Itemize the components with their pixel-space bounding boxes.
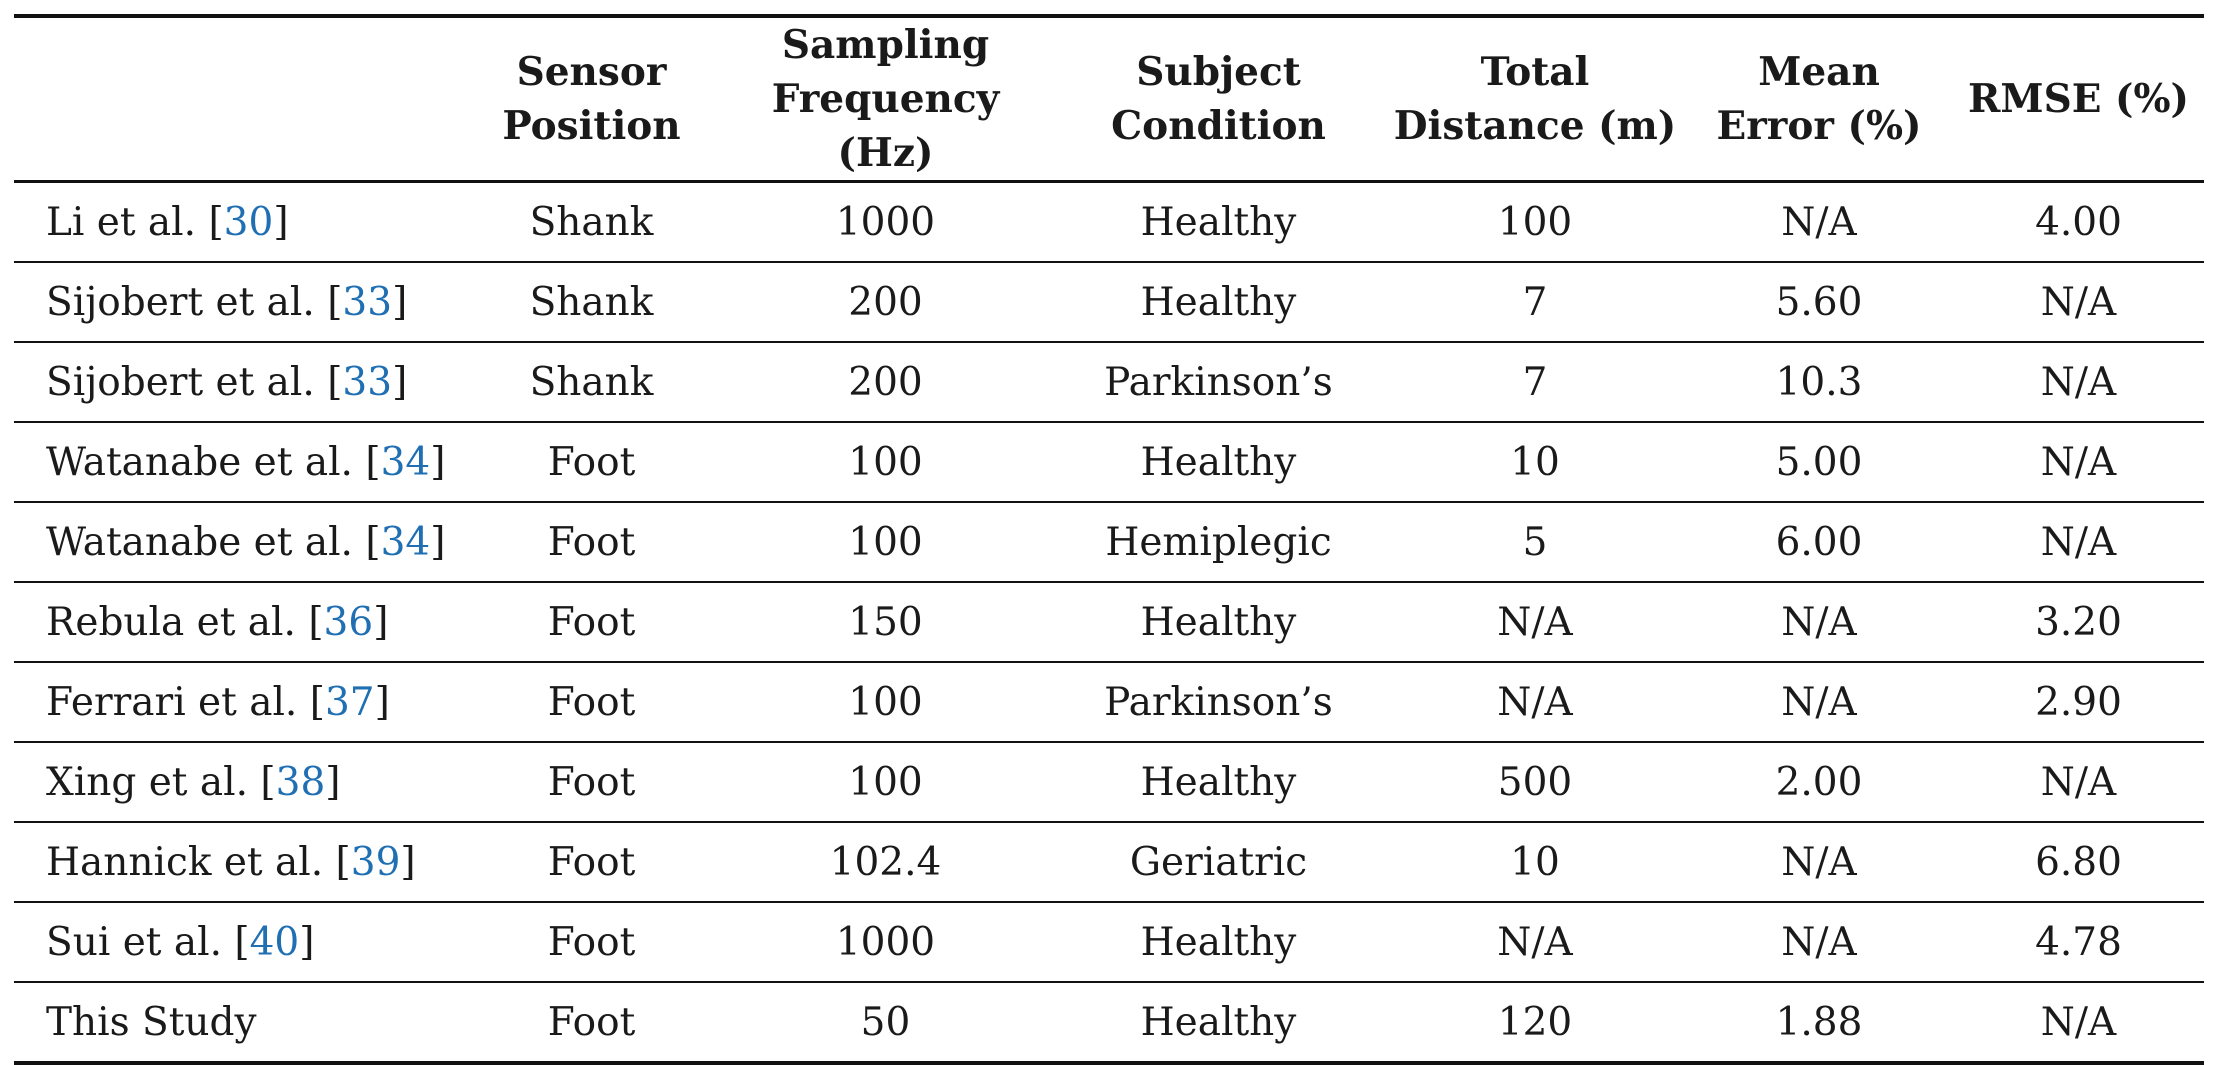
study-cell: Rebula et al. [36]	[46, 599, 389, 645]
study-cell: Sijobert et al. [33]	[46, 359, 408, 405]
mean-error-cell: 2.00	[1775, 759, 1863, 805]
sensor-position-cell: Foot	[547, 919, 636, 965]
mean-error-cell: N/A	[1781, 839, 1857, 885]
study-name: Hannick et al.	[46, 839, 324, 885]
subject-condition-cell: Healthy	[1140, 199, 1297, 245]
sampling-frequency-cell: 100	[848, 679, 923, 725]
header-line: Frequency (Hz)	[771, 76, 1000, 176]
mean-error-cell: 1.88	[1775, 999, 1863, 1045]
sensor-position-cell: Shank	[529, 279, 654, 325]
study-name: Watanabe et al.	[46, 439, 353, 485]
citation-link[interactable]: 30	[223, 199, 274, 245]
subject-condition-cell: Healthy	[1140, 999, 1297, 1045]
rmse-cell: 6.80	[2035, 839, 2122, 885]
subject-condition-cell: Parkinson’s	[1104, 359, 1333, 405]
subject-condition-cell: Hemiplegic	[1105, 519, 1332, 565]
total-distance-cell: 10	[1510, 439, 1560, 485]
sensor-position-cell: Foot	[547, 839, 636, 885]
rmse-cell: 4.78	[2035, 919, 2122, 965]
study-cell: Li et al. [30]	[46, 199, 289, 245]
header-line: Sensor	[516, 49, 667, 95]
total-distance-cell: 120	[1497, 999, 1573, 1045]
citation-link[interactable]: 39	[350, 839, 401, 885]
sensor-position-cell: Foot	[547, 439, 636, 485]
header-line: Condition	[1111, 103, 1326, 149]
sensor-position-cell: Foot	[547, 759, 636, 805]
table-row	[14, 982, 2204, 1063]
subject-condition-cell: Healthy	[1140, 439, 1297, 485]
study-cell: Watanabe et al. [34]	[46, 439, 446, 485]
header-line: RMSE (%)	[1967, 76, 2189, 122]
citation-link[interactable]: 38	[275, 759, 326, 805]
header-line: Error (%)	[1716, 103, 1922, 149]
subject-condition-cell: Healthy	[1140, 919, 1297, 965]
table-row	[14, 662, 2204, 742]
citation-link[interactable]: 40	[249, 919, 300, 965]
sampling-frequency-cell: 50	[860, 999, 911, 1045]
sampling-frequency-cell: 100	[848, 759, 923, 805]
citation-link[interactable]: 37	[324, 679, 375, 725]
header-total-distance	[1385, 16, 1685, 182]
sampling-frequency-cell: 200	[848, 359, 923, 405]
citation-link[interactable]: 36	[323, 599, 374, 645]
mean-error-cell: 10.3	[1775, 359, 1863, 405]
table-row	[14, 422, 2204, 502]
total-distance-cell: 7	[1522, 359, 1548, 405]
study-cell: Sijobert et al. [33]	[46, 279, 408, 325]
subject-condition-cell: Healthy	[1140, 279, 1297, 325]
citation-link[interactable]: 33	[342, 279, 393, 325]
study-cell	[14, 982, 464, 1063]
total-distance-cell: 500	[1497, 759, 1573, 805]
subject-condition-cell: Parkinson’s	[1104, 679, 1333, 725]
study-cell: Hannick et al. [39]	[46, 839, 416, 885]
study-cell: Xing et al. [38]	[46, 759, 341, 805]
table-row	[14, 182, 2204, 263]
sampling-frequency-cell: 100	[848, 439, 923, 485]
rmse-cell: 3.20	[2035, 599, 2122, 645]
total-distance-cell: 7	[1522, 279, 1548, 325]
header-line: Subject	[1136, 49, 1301, 95]
sensor-position-cell: Foot	[547, 999, 636, 1045]
comparison-table	[14, 14, 2204, 1065]
header-line: Sampling	[781, 22, 990, 68]
header-rmse	[1953, 16, 2204, 182]
header-sampling-frequency	[719, 16, 1052, 182]
sensor-position-cell: Foot	[547, 599, 636, 645]
subject-condition-cell: Healthy	[1140, 759, 1297, 805]
sampling-frequency-cell: 200	[848, 279, 923, 325]
sampling-frequency-cell: 100	[848, 519, 923, 565]
total-distance-cell: 5	[1522, 519, 1548, 565]
table-row	[14, 342, 2204, 422]
study-name: Xing et al.	[46, 759, 248, 805]
sampling-frequency-cell: 102.4	[829, 839, 942, 885]
study-name: Sijobert et al.	[46, 279, 315, 325]
study-name: This Study	[46, 999, 257, 1045]
rmse-cell: 4.00	[2035, 199, 2122, 245]
study-name: Ferrari et al.	[46, 679, 298, 725]
table-header	[14, 16, 2204, 182]
citation-link[interactable]: 33	[342, 359, 393, 405]
total-distance-cell: 100	[1497, 199, 1573, 245]
rmse-cell: N/A	[2040, 999, 2117, 1045]
header-mean-error	[1685, 16, 1953, 182]
header-row	[14, 16, 2204, 182]
citation-link[interactable]: 34	[380, 519, 431, 565]
study-name: Watanabe et al.	[46, 519, 353, 565]
rmse-cell: N/A	[2040, 439, 2117, 485]
sensor-position-cell: Shank	[529, 199, 654, 245]
mean-error-cell: N/A	[1781, 199, 1857, 245]
sensor-position-cell: Foot	[547, 679, 636, 725]
rmse-cell: N/A	[2040, 759, 2117, 805]
sampling-frequency-cell: 150	[848, 599, 923, 645]
mean-error-cell: N/A	[1781, 679, 1857, 725]
table-row	[14, 582, 2204, 662]
mean-error-cell: 6.00	[1775, 519, 1863, 565]
study-name: Li et al.	[46, 199, 197, 245]
sensor-position-cell: Shank	[529, 359, 654, 405]
study-cell: Ferrari et al. [37]	[46, 679, 390, 725]
header-line: Total	[1480, 49, 1590, 95]
table-row	[14, 262, 2204, 342]
header-line: Distance (m)	[1393, 103, 1677, 149]
mean-error-cell: 5.00	[1775, 439, 1863, 485]
rmse-cell: N/A	[2040, 279, 2117, 325]
study-name: Rebula et al.	[46, 599, 296, 645]
rmse-cell: 2.90	[2035, 679, 2122, 725]
study-cell: Sui et al. [40]	[46, 919, 315, 965]
table-row	[14, 742, 2204, 822]
table-body	[14, 182, 2204, 1064]
total-distance-cell: N/A	[1497, 919, 1573, 965]
mean-error-cell: N/A	[1781, 919, 1857, 965]
sampling-frequency-cell: 1000	[835, 199, 936, 245]
study-name: Sijobert et al.	[46, 359, 315, 405]
table-row	[14, 502, 2204, 582]
table-row	[14, 822, 2204, 902]
rmse-cell: N/A	[2040, 359, 2117, 405]
sensor-position-cell: Foot	[547, 519, 636, 565]
table-row	[14, 902, 2204, 982]
header-line: Mean	[1758, 49, 1880, 95]
subject-condition-cell: Geriatric	[1129, 839, 1308, 885]
header-sensor-position	[464, 16, 719, 182]
header-line: Position	[502, 103, 681, 149]
rmse-cell: N/A	[2040, 519, 2117, 565]
study-cell: Watanabe et al. [34]	[46, 519, 446, 565]
total-distance-cell: 10	[1510, 839, 1560, 885]
header-study	[14, 16, 464, 182]
subject-condition-cell: Healthy	[1140, 599, 1297, 645]
mean-error-cell: N/A	[1781, 599, 1857, 645]
header-subject-condition	[1052, 16, 1385, 182]
citation-link[interactable]: 34	[380, 439, 431, 485]
mean-error-cell: 5.60	[1775, 279, 1863, 325]
comparison-table-container	[14, 14, 2204, 1065]
total-distance-cell: N/A	[1497, 679, 1573, 725]
study-name: Sui et al.	[46, 919, 222, 965]
sampling-frequency-cell: 1000	[835, 919, 936, 965]
total-distance-cell: N/A	[1497, 599, 1573, 645]
